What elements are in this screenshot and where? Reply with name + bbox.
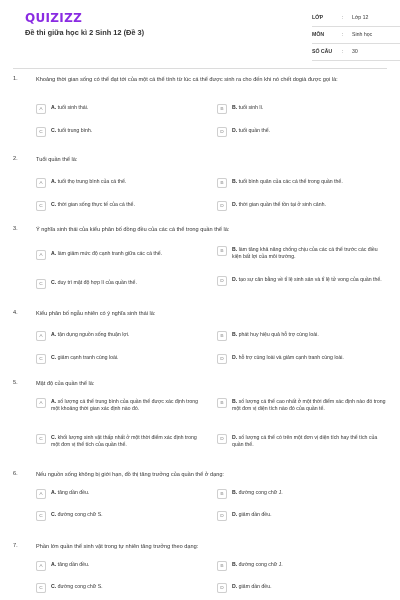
option-b[interactable] xyxy=(217,398,387,413)
option-key: D. xyxy=(232,512,238,518)
option-letter-box: A xyxy=(36,489,46,499)
option-text xyxy=(232,583,272,591)
option-key: A. xyxy=(51,251,57,257)
option-d[interactable] xyxy=(217,434,387,449)
option-d[interactable] xyxy=(217,511,387,521)
option-label: đường cong chữ S. xyxy=(57,512,103,518)
option-letter-box: B xyxy=(217,561,227,571)
option-text xyxy=(51,250,162,258)
option-c[interactable] xyxy=(36,583,196,593)
meta-value: 30 xyxy=(352,49,358,55)
option-label: tuổi sinh lí. xyxy=(238,105,264,111)
option-key: A. xyxy=(51,332,57,338)
option-key: C. xyxy=(51,355,57,361)
option-key: C. xyxy=(51,584,57,590)
option-label: làm giảm mức độ cạnh tranh giữa các cá thể. xyxy=(57,251,163,257)
option-key: D. xyxy=(232,277,238,283)
option-text xyxy=(232,434,387,449)
option-key: B. xyxy=(232,332,238,338)
option-key: A. xyxy=(51,399,57,405)
option-label: đường cong chữ S. xyxy=(57,584,103,590)
option-d[interactable] xyxy=(217,354,387,364)
option-b[interactable] xyxy=(217,104,387,114)
meta-label: SỐ CÂU xyxy=(312,49,333,55)
option-label: thời gian quần thể tồn tại ở sinh cảnh. xyxy=(238,202,326,208)
question-text: Nếu nguồn sống không bị giới hạn, đồ thị tăng trưởng của quần thể ở dạng: xyxy=(36,472,224,478)
option-label: giảm dần đều. xyxy=(238,584,272,590)
question-number: 6. xyxy=(13,471,18,477)
option-letter-box: A xyxy=(36,561,46,571)
option-label: tuổi sinh thái. xyxy=(57,105,89,111)
option-label: làm tăng khả năng chống chịu của các cá thể trước các điều kiện bất lợi của môi trường. xyxy=(232,247,378,260)
option-b[interactable] xyxy=(217,561,387,571)
option-text xyxy=(232,331,319,339)
option-label: giảm dần đều. xyxy=(238,512,272,518)
question-number: 2. xyxy=(13,156,18,162)
option-letter-box: D xyxy=(217,583,227,593)
question-text: Kiểu phân bố ngẫu nhiên có ý nghĩa sinh thái là: xyxy=(36,311,156,317)
option-letter-box: B xyxy=(217,246,227,256)
option-text xyxy=(232,489,283,497)
option-letter-box: D xyxy=(217,434,227,444)
option-key: B. xyxy=(232,562,238,568)
option-letter-box: C xyxy=(36,127,46,137)
question-text: Phần lớn quần thể sinh vật trong tự nhiên tăng trưởng theo dạng: xyxy=(36,544,199,550)
option-letter-box: B xyxy=(217,489,227,499)
option-label: tăng dần đều. xyxy=(57,490,90,496)
option-letter-box: A xyxy=(36,331,46,341)
option-text xyxy=(232,398,387,413)
option-key: A. xyxy=(51,490,57,496)
option-a[interactable] xyxy=(36,250,196,260)
option-letter-box: C xyxy=(36,354,46,364)
option-a[interactable] xyxy=(36,398,201,413)
option-label: giảm cạnh tranh cùng loài. xyxy=(57,355,119,361)
meta-row-class xyxy=(312,10,400,27)
meta-label: LỚP xyxy=(312,15,324,21)
option-text xyxy=(51,398,201,413)
option-text xyxy=(51,489,89,497)
option-key: C. xyxy=(51,202,57,208)
question-text: Tuổi quần thể là: xyxy=(36,157,78,163)
option-label: khối lượng sinh vật thấp nhất ở một thời điểm xác định trong một đơn vị thể tích của quần thể. xyxy=(51,435,197,448)
option-letter-box: C xyxy=(36,279,46,289)
option-b[interactable] xyxy=(217,246,387,261)
question-text: Mật độ của quần thể là: xyxy=(36,381,95,387)
option-label: thời gian sống thực tế của cá thể. xyxy=(57,202,135,208)
worksheet-meta xyxy=(312,10,400,61)
option-text xyxy=(51,511,103,519)
meta-value: Sinh học xyxy=(352,32,373,38)
option-letter-box: A xyxy=(36,398,46,408)
worksheet-header xyxy=(12,0,388,62)
option-label: tuổi thọ trung bình của cá thể. xyxy=(57,179,127,185)
option-key: C. xyxy=(51,280,57,286)
option-d[interactable] xyxy=(217,201,387,211)
option-letter-box: C xyxy=(36,583,46,593)
option-c[interactable] xyxy=(36,127,186,137)
option-letter-box: B xyxy=(217,398,227,408)
option-text xyxy=(51,279,137,287)
option-a[interactable] xyxy=(36,561,196,571)
header-divider xyxy=(13,68,387,69)
option-letter-box: D xyxy=(217,201,227,211)
option-key: B. xyxy=(232,179,238,185)
meta-separator: : xyxy=(342,32,344,38)
option-b[interactable] xyxy=(217,489,387,499)
meta-row-count xyxy=(312,44,400,61)
option-a[interactable] xyxy=(36,104,186,114)
option-letter-box: B xyxy=(217,104,227,114)
option-label: duy trì mật độ hợp lí của quần thể. xyxy=(57,280,137,286)
option-letter-box: D xyxy=(217,354,227,364)
option-label: đường cong chữ J. xyxy=(238,490,283,496)
option-d[interactable] xyxy=(217,276,387,286)
option-key: A. xyxy=(51,562,57,568)
option-label: đường cong chữ J. xyxy=(238,562,283,568)
option-text xyxy=(51,434,201,449)
option-key: D. xyxy=(232,584,238,590)
option-key: D. xyxy=(232,355,238,361)
option-letter-box: D xyxy=(217,127,227,137)
option-d[interactable] xyxy=(217,583,387,593)
option-text xyxy=(232,178,343,186)
option-text xyxy=(232,127,270,135)
option-text xyxy=(51,178,126,186)
option-c[interactable] xyxy=(36,201,186,211)
option-label: tuổi bình quân của các cá thể trong quần thể. xyxy=(238,179,343,185)
meta-separator: : xyxy=(342,15,344,21)
option-letter-box: C xyxy=(36,511,46,521)
option-key: D. xyxy=(232,435,238,441)
option-label: số lượng cá thể trung bình của quần thể được xác định trong một khoảng thời gian xác định nào đó. xyxy=(51,399,198,412)
option-key: B. xyxy=(232,490,238,496)
option-a[interactable] xyxy=(36,178,186,188)
option-label: số lượng cá thể có trên một đơn vị diện tích hay thể tích của quần thể. xyxy=(232,435,378,448)
option-label: tuổi quần thể. xyxy=(238,128,271,134)
option-letter-box: C xyxy=(36,201,46,211)
question-number: 1. xyxy=(13,76,18,82)
option-letter-box: C xyxy=(36,434,46,444)
option-label: tận dụng nguồn sống thuận lợi. xyxy=(57,332,130,338)
option-text xyxy=(51,583,103,591)
option-text xyxy=(51,561,89,569)
option-text xyxy=(232,354,344,362)
meta-label: MÔN xyxy=(312,32,325,38)
question-text: Ý nghĩa sinh thái của kiểu phân bố đồng đều của các cá thể trong quần thể là: xyxy=(36,227,230,233)
quizizz-logo: QUIZIZZ xyxy=(25,11,83,25)
question-number: 3. xyxy=(13,226,18,232)
option-key: C. xyxy=(51,512,57,518)
option-c[interactable] xyxy=(36,354,196,364)
option-key: D. xyxy=(232,202,238,208)
meta-value: Lớp 12 xyxy=(352,15,369,21)
question-text: Khoảng thời gian sống có thể đạt tới của một cá thể tính từ lúc cá thể được sinh ra cho đến khi nó chết dogià được gọi là: xyxy=(36,77,338,83)
option-d[interactable] xyxy=(217,127,387,137)
option-text xyxy=(232,511,272,519)
question-number: 4. xyxy=(13,310,18,316)
option-text xyxy=(232,201,326,209)
worksheet-title: Đề thi giữa học kì 2 Sinh 12 (Đề 3) xyxy=(25,28,145,37)
option-letter-box: A xyxy=(36,104,46,114)
option-c[interactable] xyxy=(36,511,196,521)
option-letter-box: B xyxy=(217,331,227,341)
option-key: A. xyxy=(51,179,57,185)
option-label: hỗ trợ cùng loài và giảm cạnh tranh cùng loài. xyxy=(238,355,344,361)
option-label: tuổi trung bình. xyxy=(57,128,93,134)
option-b[interactable] xyxy=(217,178,387,188)
option-text xyxy=(232,104,263,112)
option-letter-box: D xyxy=(217,511,227,521)
option-key: B. xyxy=(232,247,238,253)
option-b[interactable] xyxy=(217,331,387,341)
option-text xyxy=(51,127,92,135)
option-text xyxy=(51,104,88,112)
meta-row-subject xyxy=(312,27,400,44)
option-label: tạo sự cân bằng về tỉ lệ sinh sản và tỉ lệ tử vong của quần thể. xyxy=(238,277,382,283)
option-letter-box: A xyxy=(36,178,46,188)
option-letter-box: B xyxy=(217,178,227,188)
option-letter-box: D xyxy=(217,276,227,286)
option-a[interactable] xyxy=(36,331,196,341)
option-text xyxy=(51,331,129,339)
option-c[interactable] xyxy=(36,434,201,449)
option-text xyxy=(51,354,119,362)
option-key: C. xyxy=(51,435,57,441)
option-c[interactable] xyxy=(36,279,196,289)
option-label: phát huy hiệu quả hỗ trợ cùng loài. xyxy=(238,332,319,338)
option-letter-box: A xyxy=(36,250,46,260)
option-key: B. xyxy=(232,399,238,405)
option-key: B. xyxy=(232,105,238,111)
option-text xyxy=(232,276,382,284)
option-key: A. xyxy=(51,105,57,111)
question-number: 7. xyxy=(13,543,18,549)
option-key: D. xyxy=(232,128,238,134)
option-key: C. xyxy=(51,128,57,134)
meta-separator: : xyxy=(342,49,344,55)
option-a[interactable] xyxy=(36,489,196,499)
option-text xyxy=(232,561,283,569)
option-label: tăng dần đều. xyxy=(57,562,90,568)
option-text xyxy=(232,246,387,261)
option-text xyxy=(51,201,135,209)
option-label: số lượng cá thể cao nhất ở một thời điểm xác định nào đó trong một đơn vị diện tích nào đó của quần tể. xyxy=(232,399,386,412)
question-number: 5. xyxy=(13,380,18,386)
